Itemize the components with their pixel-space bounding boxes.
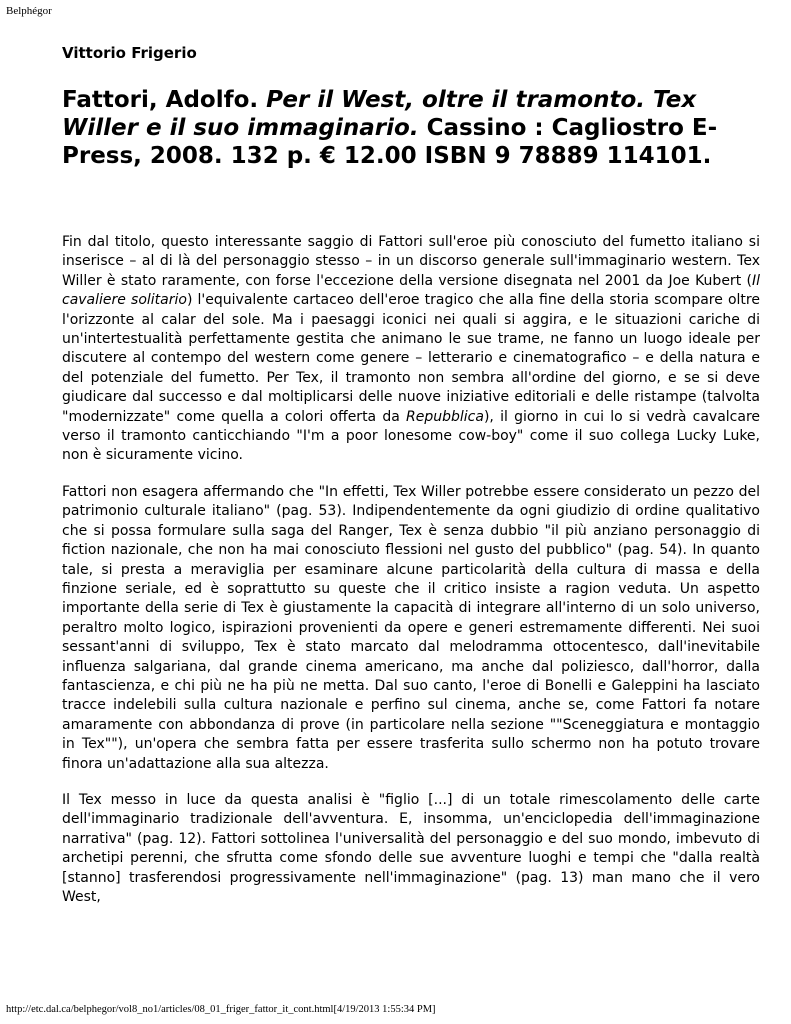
paragraph-2: Fattori non esagera affermando che "In effetti, Tex Willer potrebbe essere considerato un pezzo del patrimonio culturale italiano" (pag. 53). Indipendentemente da ogni giudizio di ordine qualitativo che si possa formulare sulla saga del Ranger, Tex è senza dubbio "il più anziano personaggio di fiction nazionale, che non ha mai conosciuto flessioni nel gusto del pubblico" (pag. 54). In quanto tale, si presta a meraviglia per esaminare alcune particolarità della cultura di massa e della finzione seriale, ed è soprattutto su queste che il critico insiste a ragion veduta. Un aspetto importante della serie di Tex è giustamente la capacità di integrare all'interno di un solo universo, peraltro molto logico, ispirazioni provenienti da opere e generi estremamente differenti. Nei suoi sessant'anni di sviluppo, Tex è stato marcato dal melodramma ottocentesco, dall'inevitabile influenza salgariana, dal grande cinema americano, ma anche dal poliziesco, dall'horror, dalla fantascienza, e chi più ne ha più ne metta. Dal suo canto, l'eroe di Bonelli e Galeppini ha lasciato tracce indelebili sulla cultura nazionale e perfino sul cinema, anche se, come Fattori fa notare amaramente con abbondanza di prove (in particolare nella sezione ""Sceneggiatura e montaggio in Tex""), un'opera che sembra fatta per essere trasferita sullo schermo non ha potuto trovare finora un'adattazione alla sua altezza. — [62, 483, 760, 772]
article-author: Vittorio Frigerio — [62, 44, 197, 62]
article-title — [62, 86, 742, 170]
paragraph-1-text-c: ), il giorno in cui lo si vedrà cavalcare verso il tramonto canticchiando "I'm a poor lonesome cow-boy" come il suo collega Lucky Luke, non è sicuramente vicino. — [62, 408, 761, 464]
title-author-part: Fattori, Adolfo. — [62, 87, 267, 113]
paragraph-1-text-a: Fin dal titolo, questo interessante saggio di Fattori sull'eroe più conosciuto del fumetto italiano si inserisce – al di là del personaggio stesso – in un discorso generale sull'immaginario western. Tex Willer è stato raramente, con forse l'eccezione della versione disegnata nel 2001 da Joe Kubert ( — [62, 234, 760, 289]
title-book-part: Per il West, oltre il tramonto. Tex Willer e il suo immaginario. — [62, 87, 697, 141]
paragraph-3: Il Tex messo in luce da questa analisi è "figlio [...] di un totale rimescolamento delle carte dell'immaginario tradizionale dell'avventura. E, insomma, un'enciclopedia dell'immaginazione narrativa" (pag. 12). Fattori sottolinea l'universalità del personaggio e del suo mondo, imbevuto di archetipi perenni, che sfrutta come sfondo delle sue avventure luoghi e tempi che "dalla realtà [stanno] trasferendosi progressivamente nell'immaginazione" (pag. 13) man mano che il vero West, — [62, 791, 760, 905]
article-body — [62, 233, 760, 924]
paragraph-1-text-b: ) l'equivalente cartaceo dell'eroe tragico che alla fine della storia scompare oltre l'orizzonte al calar del sole. Ma i paesaggi iconici nei quali si aggira, e le situazioni cariche di un'intertestualità perfettamente gestita che animano le sue trame, ne fanno un luogo ideale per discutere al contempo del western come genere – letterario e cinematografico – e della natura e del potenziale del fumetto. Per Tex, il tramonto non sembra all'ordine del giorno, e se si deve giudicare dal successo e dal moltiplicarsi delle nuove iniziative editoriali e delle ristampe (talvolta "modernizzate" come quella a colori offerta da — [62, 292, 760, 425]
paragraph-1 — [62, 233, 760, 466]
paragraph-1-italic-a: Il cavaliere solitario — [62, 272, 760, 309]
page-header: Belphégor — [6, 5, 52, 17]
page-footer-url: http://etc.dal.ca/belphegor/vol8_no1/articles/08_01_friger_fattor_it_cont.html[4/19/2013 1:55:34 PM] — [6, 1004, 436, 1015]
title-publication-part: Cassino : Cagliostro E-Press, 2008. 132 p. € 12.00 ISBN 9 78889 114101. — [62, 115, 718, 169]
paragraph-1-italic-b: Repubblica — [406, 408, 484, 425]
